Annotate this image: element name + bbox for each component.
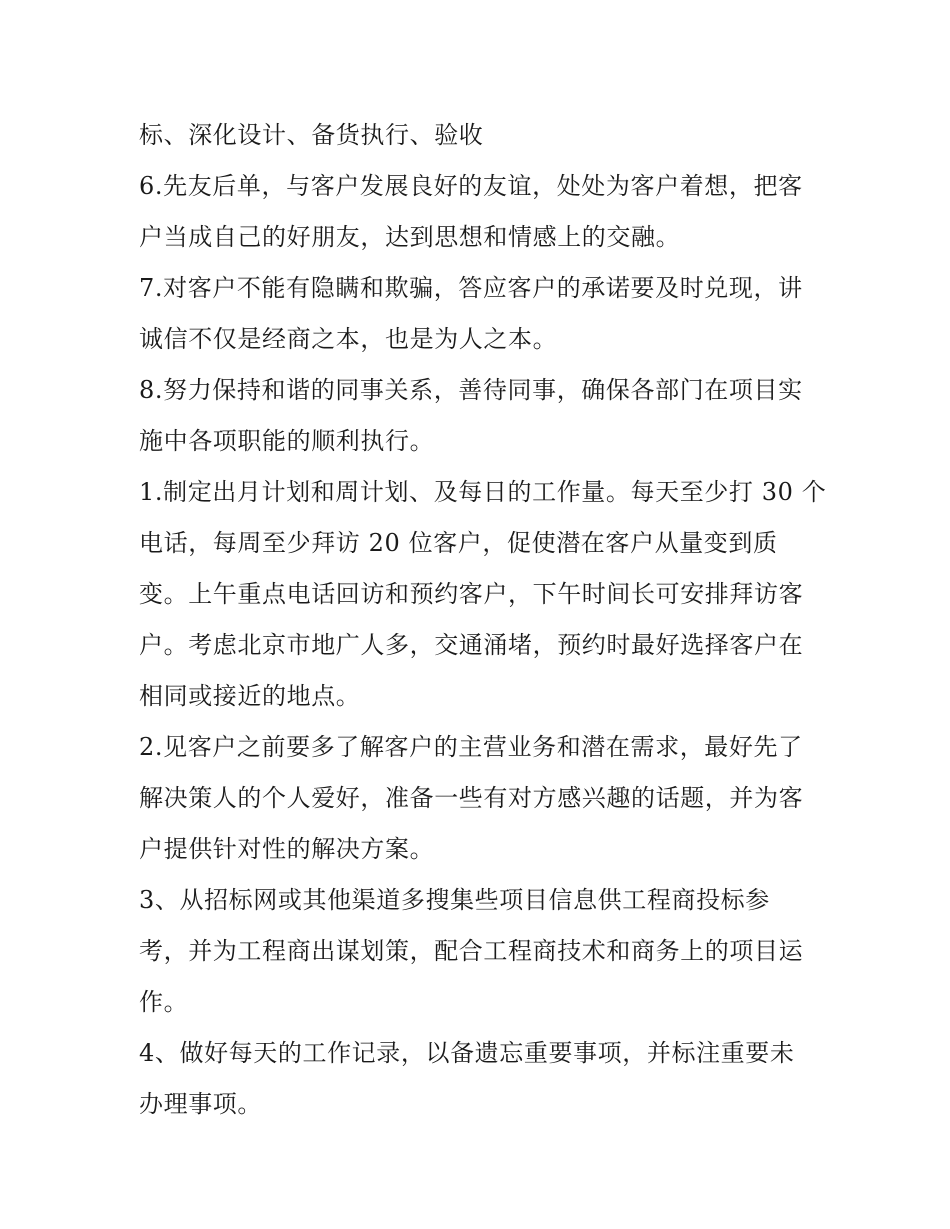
document-body — [139, 110, 827, 1130]
text-line: 8.努力保持和谐的同事关系，善待同事，确保各部门在项目实 — [139, 376, 803, 404]
text-line: 办理事项。 — [139, 1090, 262, 1118]
text-line: 7.对客户不能有隐瞒和欺骗，答应客户的承诺要及时兑现，讲 — [139, 274, 803, 302]
text-line: 施中各项职能的顺利执行。 — [139, 427, 435, 455]
text-line: 户提供针对性的解决方案。 — [139, 835, 435, 863]
text-line: 3、从招标网或其他渠道多搜集些项目信息供工程商投标参 — [139, 886, 770, 914]
text-line: 户当成自己的好朋友，达到思想和情感上的交融。 — [139, 223, 681, 251]
text-line: 相同或接近的地点。 — [139, 682, 361, 710]
text-line: 2.见客户之前要多了解客户的主营业务和潜在需求，最好先了 — [139, 733, 803, 761]
text-line: 6.先友后单，与客户发展良好的友谊，处处为客户着想，把客 — [139, 172, 803, 200]
text-line: 户。考虑北京市地广人多，交通涌堵，预约时最好选择客户在 — [139, 631, 804, 659]
text-line: 作。 — [139, 988, 189, 1016]
text-line: 解决策人的个人爱好，准备一些有对方感兴趣的话题，并为客 — [139, 784, 804, 812]
text-line: 变。上午重点电话回访和预约客户，下午时间长可安排拜访客 — [139, 580, 804, 608]
text-line: 电话，每周至少拜访 20 位客户，促使潜在客户从量变到质 — [139, 529, 778, 557]
text-line: 1.制定出月计划和周计划、及每日的工作量。每天至少打 30 个 — [139, 478, 827, 506]
text-line: 诚信不仅是经商之本，也是为人之本。 — [139, 325, 558, 353]
text-line: 4、做好每天的工作记录，以备遗忘重要事项，并标注重要未 — [139, 1039, 795, 1067]
text-line: 标、深化设计、备货执行、验收 — [139, 121, 484, 149]
text-line: 考，并为工程商出谋划策，配合工程商技术和商务上的项目运 — [139, 937, 804, 965]
